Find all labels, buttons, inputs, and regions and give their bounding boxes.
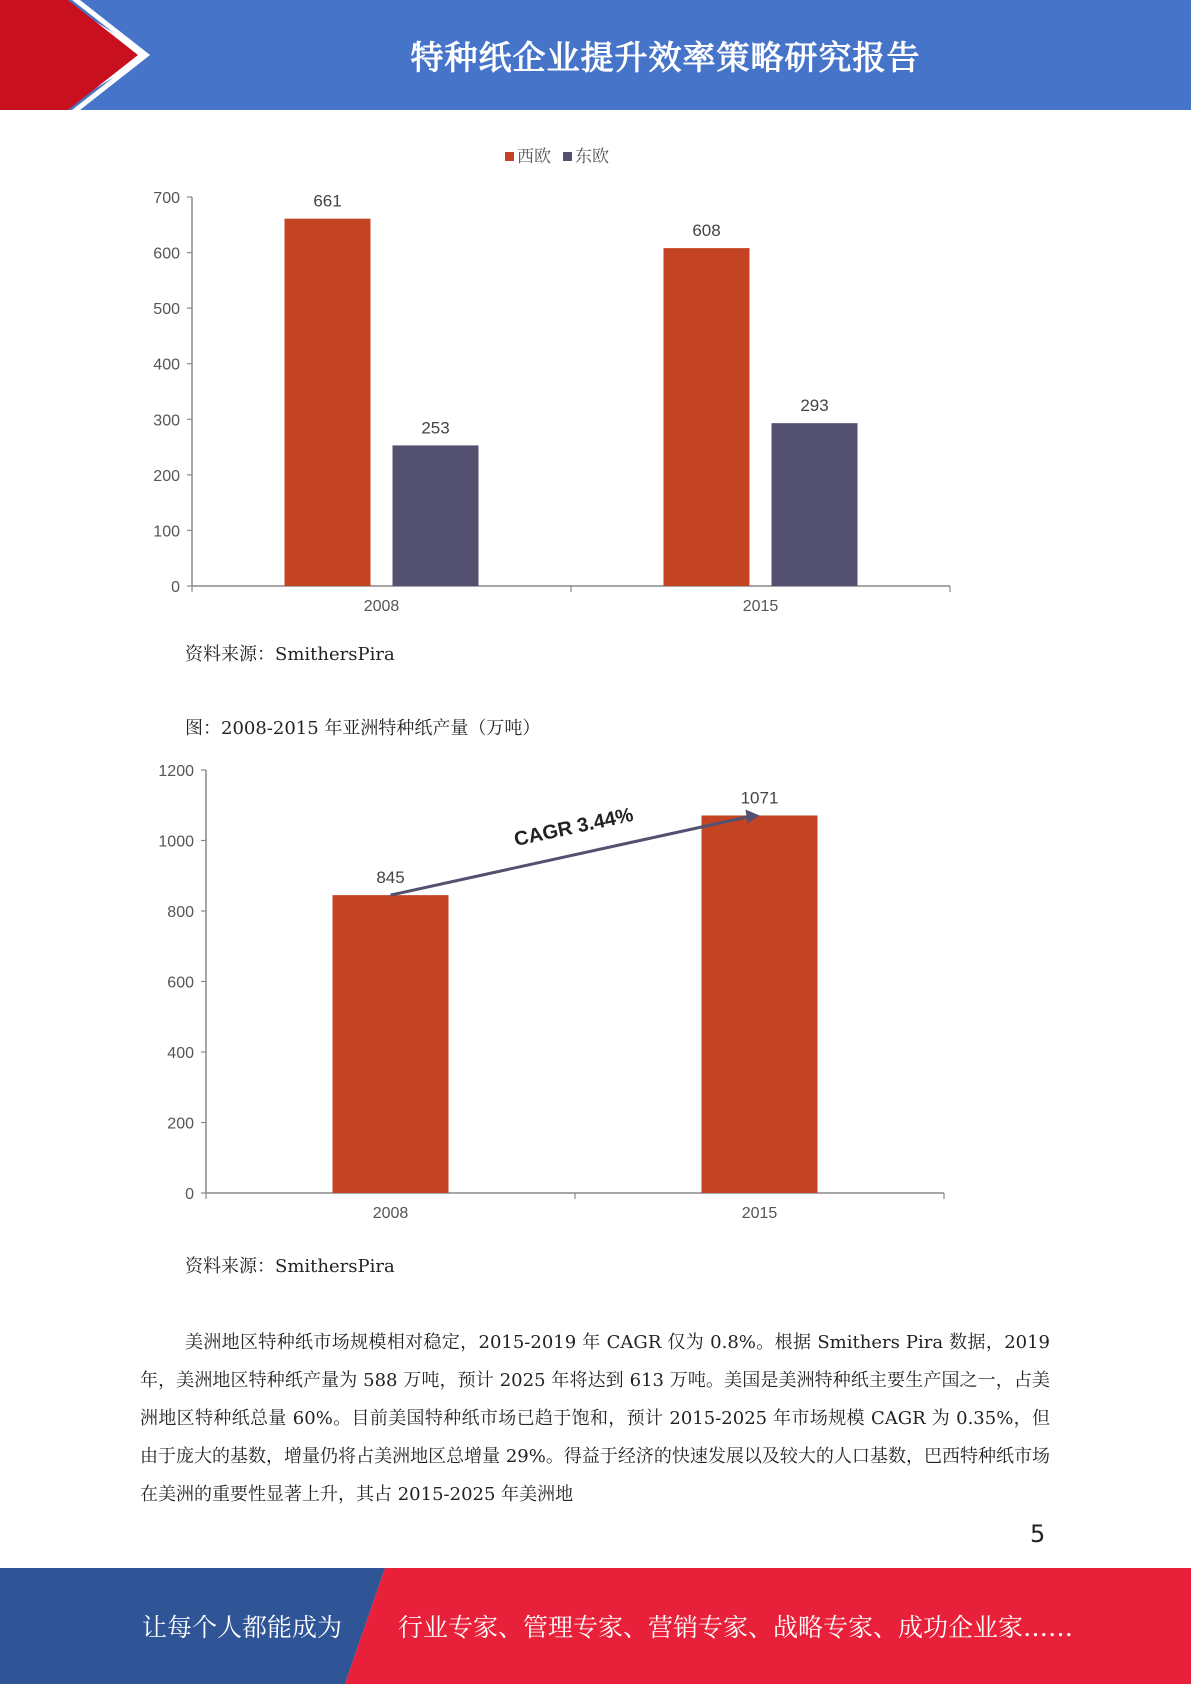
y-tick-label: 100 bbox=[153, 523, 180, 541]
x-tick-label: 2015 bbox=[741, 1205, 778, 1222]
body-paragraph: 美洲地区特种纸市场规模相对稳定，2015-2019 年 CAGR 仅为 0.8%。根据 Smithers Pira 数据，2019 年，美洲地区特种纸产量为 588 万吨，预计 2025 年将达到 613 万吨。美国是美洲特种纸主要生产国之一，占美洲地区特种纸总量 60%。目前美国特种纸市场已趋于饱和，预计 2015-2025 年市场规模 CAGR 为 0.35%，但由于庞大的基数，增量仍将占美洲地区总增量 29%。得益于经济的快速发展以及较大的人口基数，巴西特种纸市场在美洲的重要性显著上升，其占 2015-2025 年美洲地 bbox=[140, 1332, 1050, 1505]
y-tick-label: 200 bbox=[167, 1115, 194, 1133]
bar bbox=[702, 815, 818, 1193]
data-label: 253 bbox=[421, 418, 450, 438]
page-number: 5 bbox=[1030, 1520, 1046, 1548]
data-label: 661 bbox=[313, 191, 342, 211]
y-tick-label: 600 bbox=[153, 245, 180, 263]
legend-swatch bbox=[505, 152, 514, 161]
legend-swatch bbox=[563, 152, 572, 161]
x-tick-label: 2008 bbox=[363, 598, 400, 615]
chart-asia-svg bbox=[130, 755, 960, 1235]
bar bbox=[333, 895, 449, 1193]
x-tick-label: 2008 bbox=[372, 1205, 409, 1222]
y-tick-label: 700 bbox=[153, 190, 180, 207]
figure-caption-asia: 图：2008-2015 年亚洲特种纸产量（万吨） bbox=[185, 718, 541, 739]
y-tick-label: 1000 bbox=[158, 833, 194, 851]
y-tick-label: 1200 bbox=[158, 763, 194, 780]
data-label: 1071 bbox=[740, 788, 779, 808]
y-tick-label: 400 bbox=[153, 356, 180, 374]
x-tick-label: 2015 bbox=[742, 598, 779, 615]
y-tick-label: 400 bbox=[167, 1045, 194, 1062]
footer-slogan-right: 行业专家、管理专家、营销专家、战略专家、成功企业家…… bbox=[398, 1613, 1074, 1642]
data-label: 293 bbox=[800, 396, 829, 416]
source-note-1: 资料来源：SmithersPira bbox=[185, 644, 395, 665]
y-tick-label: 200 bbox=[153, 467, 180, 485]
legend-label: 西欧 bbox=[517, 147, 551, 166]
cagr-annotation: CAGR 3.44% bbox=[512, 803, 636, 851]
data-label: 845 bbox=[376, 868, 405, 888]
header-chevron-icon bbox=[0, 0, 160, 110]
chart-europe-production bbox=[130, 135, 960, 625]
bar bbox=[393, 445, 479, 586]
page-header bbox=[0, 0, 1191, 110]
page-footer bbox=[0, 1568, 1191, 1684]
legend-label: 东欧 bbox=[575, 147, 609, 166]
y-tick-label: 0 bbox=[171, 579, 180, 596]
data-label: 608 bbox=[692, 221, 721, 241]
source-note-2: 资料来源：SmithersPira bbox=[185, 1256, 395, 1277]
chart-asia-production bbox=[130, 755, 960, 1235]
y-tick-label: 300 bbox=[153, 412, 180, 430]
page-title: 特种纸企业提升效率策略研究报告 bbox=[410, 37, 921, 77]
footer-slogan-left: 让每个人都能成为 bbox=[142, 1613, 343, 1642]
bar bbox=[285, 219, 371, 586]
bar bbox=[772, 423, 858, 586]
chart-europe-svg bbox=[130, 135, 960, 625]
y-tick-label: 0 bbox=[185, 1186, 194, 1203]
y-tick-label: 500 bbox=[153, 301, 180, 319]
bar bbox=[664, 248, 750, 586]
y-tick-label: 800 bbox=[167, 904, 194, 921]
y-tick-label: 600 bbox=[167, 974, 194, 992]
